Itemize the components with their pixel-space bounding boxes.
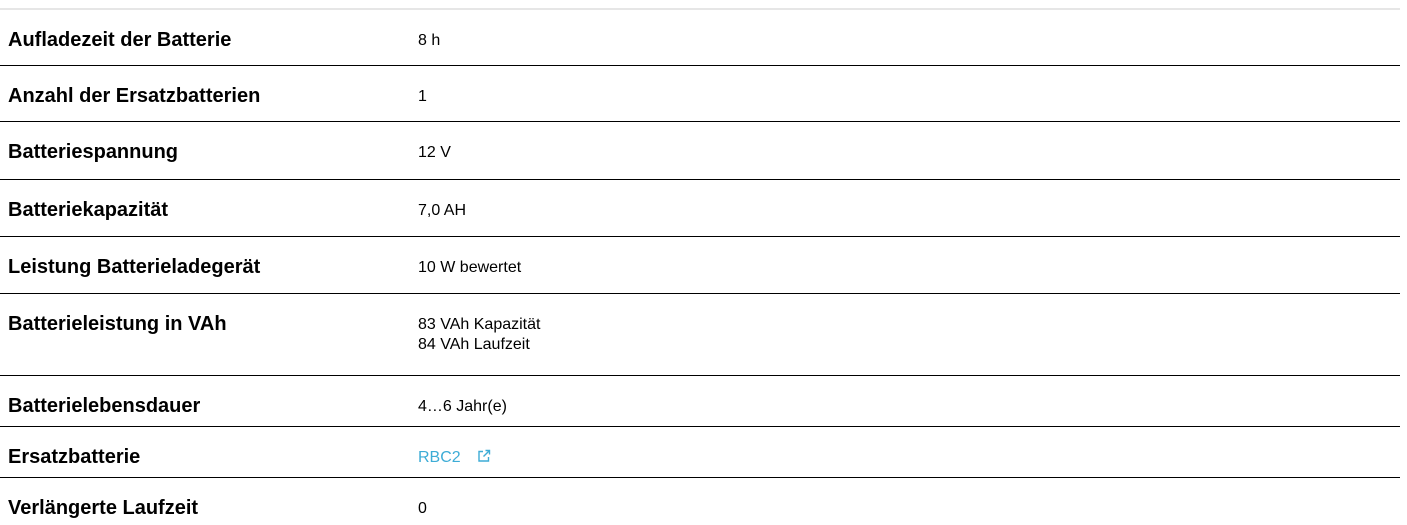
spec-row-charge-time [0, 8, 1400, 65]
spec-row-voltage [0, 121, 1400, 179]
replacement-battery-link[interactable] [418, 449, 491, 466]
spec-value: 10 W bewertet [418, 259, 522, 276]
spec-value: 12 V [418, 144, 451, 161]
spec-label: Batterieleistung in VAh [8, 313, 227, 335]
spec-value: 1 [418, 88, 427, 105]
spec-label: Verlängerte Laufzeit [8, 497, 199, 519]
spec-value: 7,0 AH [418, 202, 467, 219]
spec-value: 8 h [418, 32, 441, 49]
spec-label: Ersatzbatterie [8, 446, 141, 468]
spec-row-lifetime [0, 375, 1400, 426]
spec-label: Batteriekapazität [8, 199, 169, 221]
spec-row-replacement-count [0, 65, 1400, 121]
spec-value-line: 83 VAh Kapazität [418, 316, 541, 333]
spec-value: 0 [418, 500, 427, 517]
spec-row-charger-power [0, 236, 1400, 293]
spec-value-line: 84 VAh Laufzeit [418, 336, 530, 353]
external-link-icon[interactable] [477, 449, 491, 463]
spec-row-extended-runtime [0, 477, 1400, 525]
spec-label: Batterielebensdauer [8, 395, 201, 417]
spec-row-replacement-battery [0, 426, 1400, 477]
replacement-battery-link-text: RBC2 [418, 449, 461, 466]
specs-table [0, 8, 1400, 525]
spec-label: Batteriespannung [8, 141, 179, 163]
spec-value [418, 448, 491, 468]
spec-row-vah [0, 293, 1400, 375]
spec-label: Leistung Batterieladegerät [8, 256, 261, 278]
spec-row-capacity [0, 179, 1400, 236]
spec-label: Aufladezeit der Batterie [8, 29, 232, 51]
spec-label: Anzahl der Ersatzbatterien [8, 85, 261, 107]
spec-value [418, 315, 540, 355]
spec-value: 4…6 Jahr(e) [418, 398, 507, 415]
